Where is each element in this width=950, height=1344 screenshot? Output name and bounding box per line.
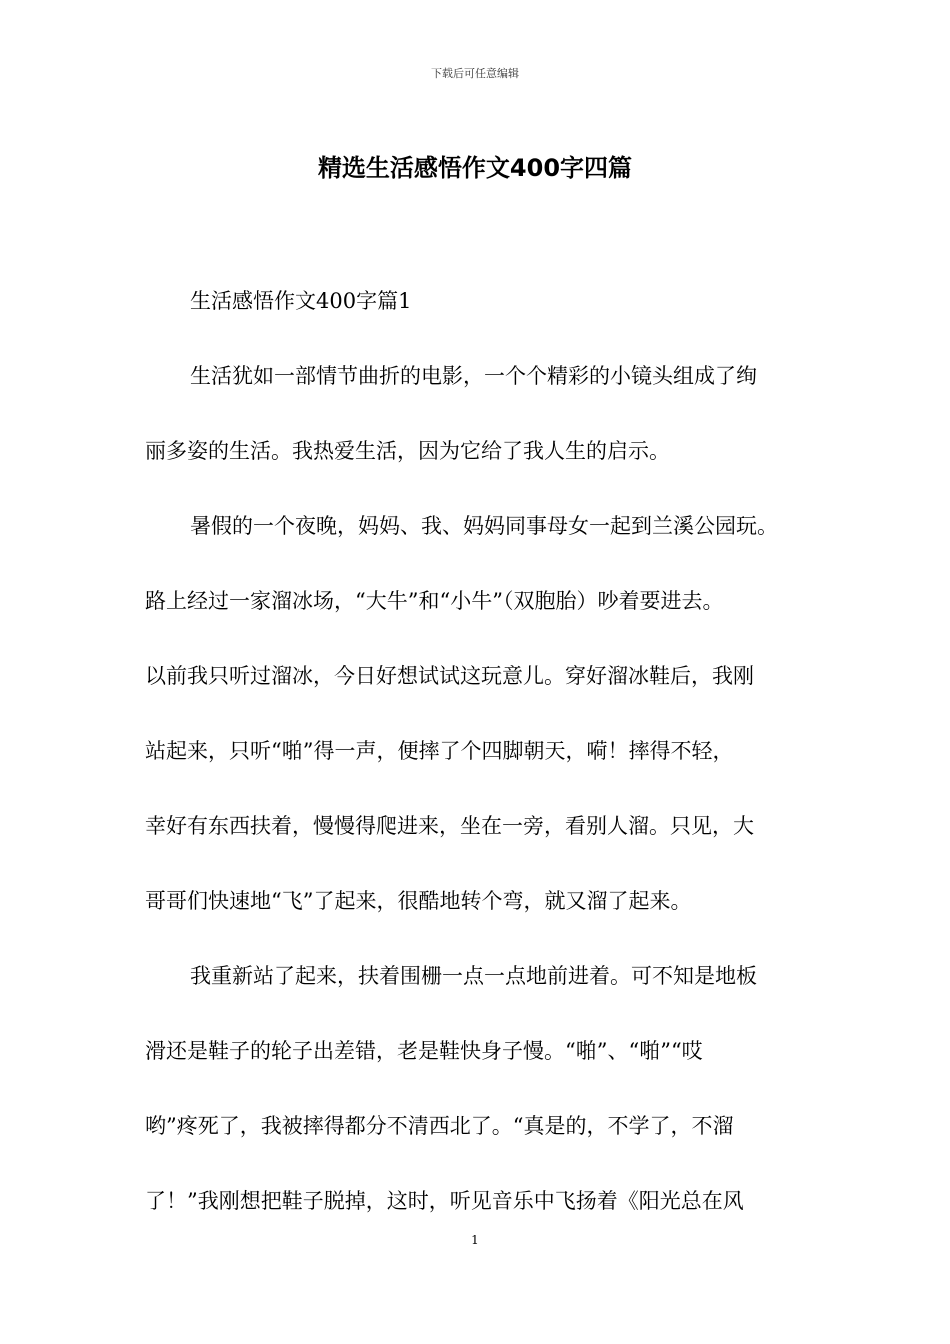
paragraph-line: 哟”疼死了，我被摔得都分不清西北了。“真是的，不学了，不溜 — [145, 1114, 734, 1138]
section-heading: 生活感悟作文400字篇1 — [190, 289, 412, 313]
paragraph-line: 滑还是鞋子的轮子出差错，老是鞋快身子慢。“啪”、“啪”“哎 — [145, 1039, 703, 1063]
header-note: 下载后可任意编辑 — [431, 67, 519, 80]
paragraph-line: 站起来，只听“啪”得一声，便摔了个四脚朝天，嗬！摔得不轻， — [145, 739, 734, 763]
paragraph-line: 了！”我刚想把鞋子脱掉，这时，听见音乐中飞扬着《阳光总在风 — [145, 1189, 744, 1213]
paragraph-line: 哥哥们快速地“飞”了起来，很酷地转个弯，就又溜了起来。 — [145, 889, 692, 913]
paragraph-line: 暑假的一个夜晚，妈妈、我、妈妈同事母女一起到兰溪公园玩。 — [190, 514, 778, 538]
paragraph-line: 路上经过一家溜冰场，“大牛”和“小牛”（双胞胎）吵着要进去。 — [145, 589, 724, 613]
paragraph-line: 我重新站了起来，扶着围栅一点一点地前进着。可不知是地板 — [190, 964, 757, 988]
document-title: 精选生活感悟作文400字四篇 — [317, 154, 633, 182]
paragraph-line: 生活犹如一部情节曲折的电影，一个个精彩的小镜头组成了绚 — [190, 364, 757, 388]
paragraph-line: 丽多姿的生活。我热爱生活，因为它给了我人生的启示。 — [145, 439, 670, 463]
paragraph-line: 幸好有东西扶着，慢慢得爬进来，坐在一旁，看别人溜。只见，大 — [145, 814, 754, 838]
page-number: 1 — [471, 1233, 479, 1247]
paragraph-line: 以前我只听过溜冰，今日好想试试这玩意儿。穿好溜冰鞋后，我刚 — [145, 664, 754, 688]
